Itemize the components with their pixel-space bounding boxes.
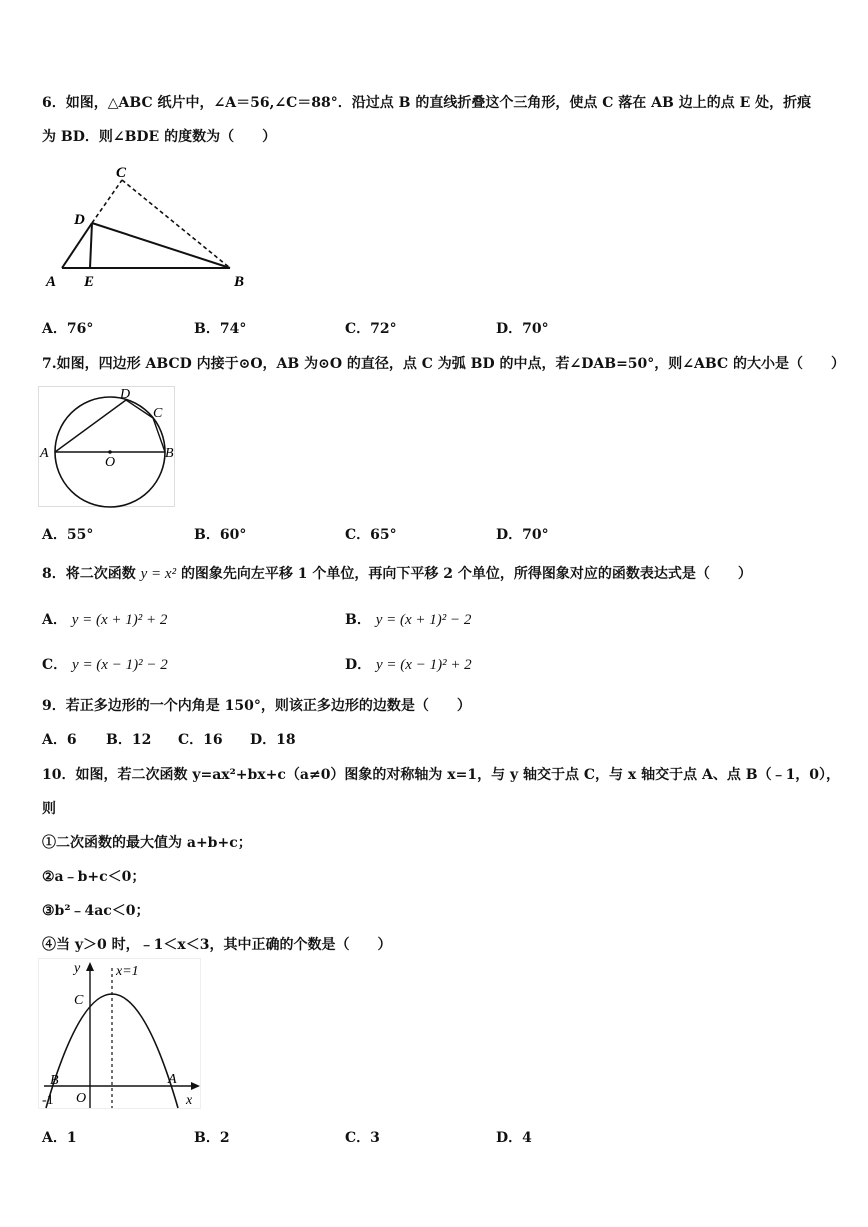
q8-stem-post: 的图象先向左平移 1 个单位，再向下平移 2 个单位，所得图象对应的函数表达式是（ ） [180,566,752,582]
q7-stem: 7.如图，四边形 ABCD 内接于⊙O，AB 为⊙O 的直径，点 C 为弧 BD 的中点，若∠DAB=50°，则∠ABC 的大小是（ ） [42,356,845,372]
q8-option-d-label: D． [345,657,372,673]
q7-figure [38,386,178,508]
q6-figure [40,158,260,298]
q8-stem-pre: 8．将二次函数 [42,566,136,582]
q9-option-a: A．6 [42,732,77,748]
fold-line-dc [92,180,122,223]
q8-option-d [345,654,472,674]
label-c: C [153,406,163,421]
segment-db [92,223,230,268]
q8-option-a [42,609,167,629]
label-neg1: -1 [42,1093,54,1108]
chord-cb [153,418,165,452]
q8-option-c [42,654,168,674]
q6-option-a: A．76° [42,321,94,337]
label-c: C [74,993,84,1008]
q10-option-c: C．3 [345,1130,380,1146]
q10-item-3: ③b²﹣4ac＜0； [42,903,150,919]
q8-option-c-label: C． [42,657,68,673]
label-b: B [50,1073,59,1088]
q9-option-b: B．12 [106,732,152,748]
q10-option-b: B．2 [194,1130,230,1146]
label-x: x [186,1093,193,1108]
q8-option-b [345,609,471,629]
chord-dc [126,400,153,418]
label-d: D [74,212,85,228]
center-dot [108,450,112,454]
q7-option-d: D．70° [496,527,549,543]
label-d: D [120,387,131,402]
label-a: A [46,274,57,290]
q8-option-a-label: A． [42,612,67,628]
label-a: A [168,1072,177,1087]
label-o: O [105,455,116,470]
q10-figure [38,958,208,1110]
q7-option-a: A．55° [42,527,94,543]
segment-de [90,223,92,268]
q8-stem [42,563,752,583]
label-axis: x=1 [116,964,139,979]
q8-option-a-expr: y = (x + 1)² + 2 [71,612,168,628]
q9-option-c: C．16 [178,732,223,748]
q6-stem-line1: 6．如图，△ABC 纸片中，∠A＝56,∠C＝88°．沿过点 B 的直线折叠这个三角形，使点 C 落在 AB 边上的点 E 处，折痕 [42,95,812,111]
segment-ad [62,223,92,268]
q7-option-c: C．65° [345,527,397,543]
q6-option-b: B．74° [194,321,247,337]
q8-option-b-expr: y = (x + 1)² − 2 [375,612,472,628]
x-axis-arrow [191,1082,200,1090]
label-b: B [165,446,174,461]
y-axis-arrow [86,962,94,971]
q10-item-2: ②a﹣b+c＜0； [42,869,146,885]
q8-stem-math: y = x² [140,566,177,582]
chord-ad [55,400,126,452]
q9-stem: 9．若正多边形的一个内角是 150°，则该正多边形的边数是（ ） [42,698,471,714]
q10-stem-line2: 则 [42,801,56,817]
q10-option-a: A．1 [42,1130,77,1146]
q8-option-b-label: B． [345,612,371,628]
label-b: B [234,274,245,290]
q6-stem-line2: 为 BD．则∠BDE 的度数为（ ） [42,129,277,145]
q10-option-d: D．4 [496,1130,532,1146]
q8-option-d-expr: y = (x − 1)² + 2 [376,657,472,673]
label-c: C [116,165,127,181]
label-a: A [40,446,49,461]
q10-item-4: ④当 y＞0 时，﹣1＜x＜3，其中正确的个数是（ ） [42,937,392,953]
label-o: O [76,1091,87,1106]
q8-option-c-expr: y = (x − 1)² − 2 [72,657,168,673]
q6-option-d: D．70° [496,321,549,337]
q7-option-b: B．60° [194,527,247,543]
q9-option-d: D．18 [250,732,296,748]
q10-stem-line1: 10．如图，若二次函数 y=ax²+bx+c（a≠0）图象的对称轴为 x=1，与 y 轴交于点 C，与 x 轴交于点 A、点 B（﹣1，0）， [42,767,841,783]
label-e: E [84,274,95,290]
label-y: y [74,961,81,976]
dashed-line-cb [122,180,230,268]
q10-item-1: ①二次函数的最大值为 a+b+c； [42,835,252,851]
q6-option-c: C．72° [345,321,397,337]
